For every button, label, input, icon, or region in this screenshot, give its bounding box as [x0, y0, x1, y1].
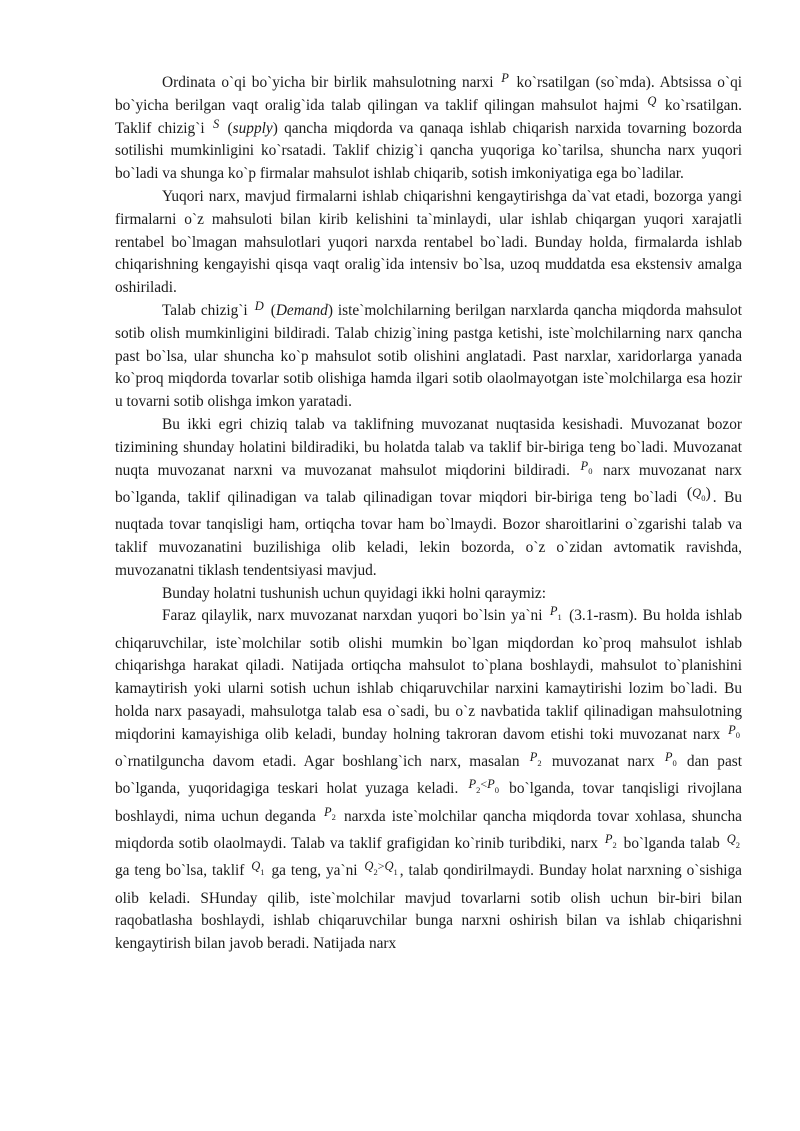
math-symbol: P [549, 604, 558, 619]
math-variable [528, 750, 544, 768]
text-run: (3.1-rasm). Bu holda ishlab chiqaruvchilar, iste`molchilar sotib olishi mumkin bo`lgan miqdordan ko`proq mahsulot ishlab chiqarishga harakat qiladi. Natijada ortiqcha mahsulot to`plana boshlaydi, mahsulot to`planishini kamaytirish yoki ularni sotish uchun ishlab chiqaruvchilar narxini kamaytirishi lozim bo`ladi. Bu holda narx pasayadi, mahsulotga talab esa o`sadi, bu o`z navbatida taklif qilinadigan mahsulotning miqdorini kamayishiga olib keladi, bunday holning takroran davom etishi toki muvozanat narx [115, 607, 742, 743]
math-subscript: 0 [494, 784, 499, 795]
math-subscript: 0 [588, 466, 593, 477]
text-run: Yuqori narx, mavjud firmalarni ishlab chiqarishni kengaytirishga da`vat etadi, bozorga yangi firmalarni o`z mahsuloti bilan kirib kelishini ta`minlaydi, ular ishlab chiqargan yuqori xarajatli rentabel bo`lmagan mahsulotlari yuqori narxda rentabel bo`ladi. Bunday holda, firmalarda ishlab chiqarishning kengayishi qisqa vaqt oralig`ida intensiv bo`lsa, uzoq muddatda esa ekstensiv amalga oshiriladi. [115, 187, 742, 297]
math-variable [725, 832, 742, 850]
math-variable [548, 604, 564, 622]
italic-term: Demand [275, 301, 328, 319]
text-run: ga teng bo`lsa, taklif [115, 862, 250, 880]
math-subscript: 0 [701, 493, 706, 504]
text-run: , talab qondirilmaydi. Bunday holat narxning o`sishiga olib keladi. SHunday qilib, iste`molchilar mavjud tovarlarni sotib olish uchun bir-biri bilan raqobatlasha boshlaydi, ishlab chiqaruvchilar bunga narxni oshirish bilan va ishlab chiqarishni kengaytirish bilan javob beradi. Natijada narx [115, 862, 742, 953]
text-run: ) qancha miqdorda va qanaqa ishlab chiqarish narxida tovarning bozorda sotilishi mumkinligini ko`rsatadi. Taklif chizig`i qancha yuqoriga ko`tarilsa, shuncha narx yuqori bo`ladi va shunga ko`p firmalar mahsulot ishlab chiqarib, sotish imkoniyatiga ega bo`ladilar. [115, 119, 742, 183]
paragraph [115, 300, 742, 414]
math-variable-parenthesized [685, 484, 713, 504]
math-subscript: 2 [373, 866, 378, 877]
math-subscript: 1 [393, 866, 398, 877]
math-subscript: 1 [557, 611, 562, 622]
text-run: Bu ikki egri chiziq talab va taklifning muvozanat nuqtasida kesishadi. Muvozanat bozor tizimining shunday holatini bildiradiki, bu holatda talab va taklif bir-biriga teng bo`ladi. Muvozanat nuqta muvozanat narxni va muvozanat mahsulot miqdorini bildiradi. [115, 415, 742, 479]
math-symbol: P [324, 804, 332, 819]
math-subscript: 1 [260, 866, 265, 877]
text-run: ga teng, ya`ni [266, 862, 363, 880]
math-symbol: P [501, 71, 509, 85]
math-symbol: P [728, 722, 736, 737]
math-inequality [466, 777, 501, 795]
math-variable [645, 94, 658, 108]
text-run: . Bu nuqtada tovar tanqisligi ham, ortiqcha tovar ham bo`lmaydi. Bozor sharoitlarini o`zgarishi talab va taklif muvozanatini buzilishiga olib keladi, lekin bozorda, o`z o`zidan avtomatik ravishda, muvozanatni tiklash tendentsiyasi mavjud. [115, 488, 743, 579]
paragraph [115, 583, 742, 606]
math-variable [249, 859, 266, 877]
math-variable [579, 458, 595, 477]
paragraph [115, 72, 742, 186]
math-variable [211, 117, 221, 131]
math-variable [253, 299, 266, 313]
math-subscript: 2 [331, 812, 336, 823]
math-subscript: 0 [735, 730, 740, 741]
math-symbol: P [580, 458, 589, 473]
text-run: bo`lganda, tovar tanqisligi rivojlana boshlaydi, nima uchun deganda [115, 780, 742, 825]
text-run: muvozanat narx [543, 753, 663, 771]
math-symbol: P [664, 750, 673, 765]
italic-term: supply [232, 119, 273, 137]
text-run: narxda iste`molchilar qancha miqdorda tovar xohlasa, shuncha miqdorda sotib olaolmaydi. Talab va taklif grafigidan ko`rinib turibdiki, narx [115, 807, 742, 852]
text-body [115, 72, 742, 956]
right-paren: ) [705, 484, 711, 502]
math-variable [663, 750, 679, 768]
text-run: ( [221, 119, 233, 137]
left-paren: ( [686, 484, 693, 502]
math-symbol: P [468, 777, 477, 792]
math-variable [322, 804, 338, 823]
text-run: Faraz qilaylik, narx muvozanat narxdan yuqori bo`lsin ya`ni [162, 607, 548, 625]
text-run: o`rnatilguncha davom etadi. Agar boshlang`ich narx, masalan [115, 753, 528, 771]
math-symbol: P [487, 777, 495, 792]
math-symbol: Q [726, 832, 736, 846]
paragraph [115, 414, 742, 583]
math-symbol: Q [384, 859, 394, 874]
math-variable [726, 722, 742, 741]
text-run: ko`rsatilgan (so`mda). Abtsissa o`qi bo`yicha berilgan vaqt oralig`ida talab qilingan va taklif qilingan mahsulot hajmi [115, 74, 743, 114]
math-subscript: 2 [735, 839, 740, 850]
math-symbol: Q [251, 859, 261, 874]
math-symbol: Q [692, 485, 702, 500]
math-operator: < [480, 777, 488, 792]
math-symbol: D [254, 298, 264, 313]
math-subscript: 2 [537, 757, 542, 768]
paragraph [115, 186, 742, 300]
text-run: bo`lganda talab [618, 835, 725, 852]
math-symbol: S [212, 116, 220, 131]
math-subscript: 0 [672, 757, 677, 768]
math-symbol: Q [364, 859, 374, 874]
math-operator: > [377, 859, 385, 874]
text-run: Talab chizig`i [162, 301, 253, 319]
text-run: ko`rsatilgan. Taklif chizig`i [115, 96, 742, 137]
math-symbol: P [529, 750, 538, 765]
text-run: dan past bo`lganda, yuqoridagiga teskari holat yuzaga keladi. [115, 753, 742, 798]
math-subscript: 2 [476, 784, 481, 795]
math-variable [603, 832, 619, 850]
paragraph [115, 605, 742, 956]
text-run: Bunday holatni tushunish uchun quyidagi ikki holni qaraymiz: [162, 584, 546, 602]
text-run: ) iste`molchilarning berilgan narxlarda qancha miqdorda mahsulot sotib olish mumkinligini bildiradi. Talab chizig`ining pastga ketishi, iste`molchilarning narx qancha past bo`lsa, ular shuncha ko`p mahsulot sotib olishini anglatadi. Past narxlar, xaridorlarga yanada ko`proq miqdorda tovarlar sotib olishiga hamda ilgari sotib olaolmayotgan iste`molchilarga esa hozir u tovarni sotib olishga imkon yaratadi. [115, 301, 742, 411]
text-run: Ordinata o`qi bo`yicha bir birlik mahsulotning narxi [162, 74, 500, 91]
text-run: narx muvozanat narx bo`lganda, taklif qilinadigan va talab qilinadigan tovar miqdori bir-biriga teng bo`ladi [115, 461, 742, 506]
math-symbol: Q [647, 93, 657, 108]
text-run: ( [265, 301, 276, 319]
math-symbol: P [604, 832, 613, 846]
math-variable [499, 71, 511, 85]
math-subscript: 2 [612, 839, 617, 850]
math-inequality [362, 859, 399, 877]
